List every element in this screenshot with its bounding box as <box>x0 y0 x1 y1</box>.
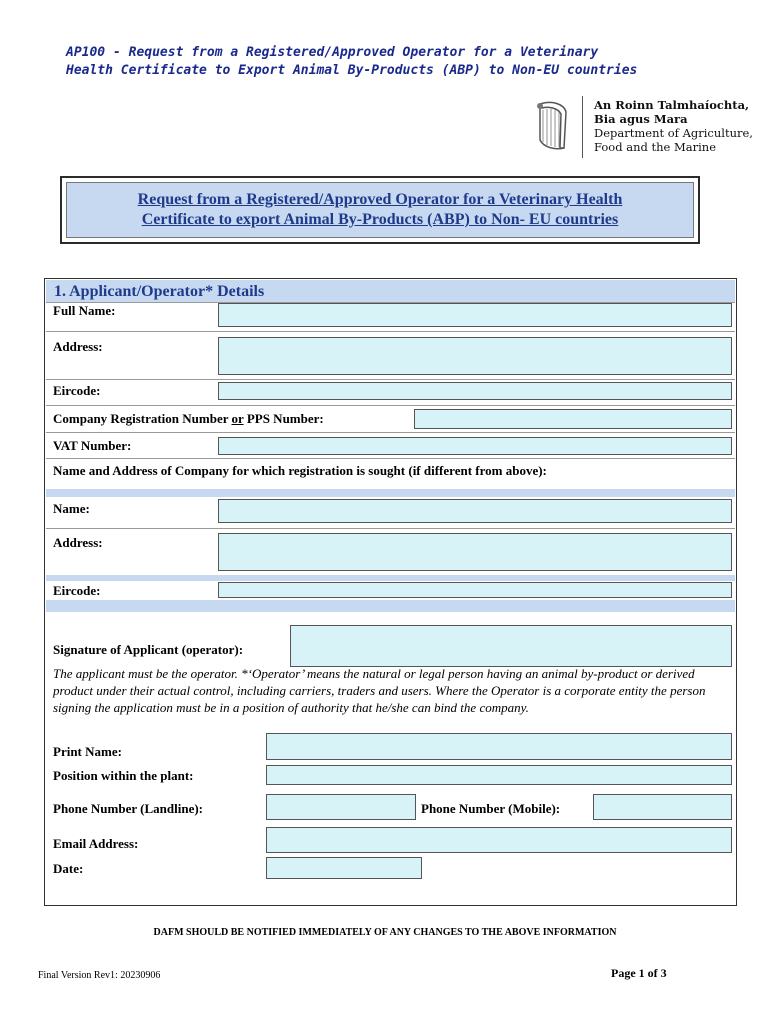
document-title <box>66 44 706 80</box>
form-banner <box>60 176 700 244</box>
version-footer: Final Version Rev1: 20230906 <box>38 970 161 981</box>
page-number: Page 1 of 3 <box>611 966 667 980</box>
separator-bar <box>46 489 735 497</box>
logo-divider <box>582 96 583 158</box>
company-eircode-label: Eircode: <box>53 583 101 598</box>
applicant-details-section <box>44 278 737 906</box>
change-notice: DAFM SHOULD BE NOTIFIED IMMEDIATELY OF ANY CHANGES TO THE ABOVE INFORMATION <box>153 927 617 938</box>
company-name-address-label: Name and Address of Company for which registration is sought (if different from above): <box>53 463 547 478</box>
document-title-line1: AP100 - Request from a Registered/Approved Operator for a Veterinary <box>66 45 599 60</box>
company-registration-label <box>53 411 324 427</box>
phone-landline-field[interactable] <box>266 794 416 820</box>
section-header <box>46 280 735 303</box>
section-title: 1. Applicant/Operator* Details <box>54 283 265 300</box>
position-label: Position within the plant: <box>53 768 194 783</box>
company-registration-label-pre: Company Registration Number <box>53 411 232 426</box>
signature-field[interactable] <box>290 625 732 667</box>
print-name-label: Print Name: <box>53 744 122 759</box>
form-banner-line2: Certificate to export Animal By-Products (ABP) to Non- EU countries <box>141 211 619 228</box>
email-field[interactable] <box>266 827 732 853</box>
department-name-irish-1: An Roinn Talmhaíochta, <box>594 98 750 112</box>
separator-bar <box>46 600 735 612</box>
eircode-field[interactable] <box>218 382 732 400</box>
company-eircode-field[interactable] <box>218 582 732 598</box>
vat-number-field[interactable] <box>218 437 732 455</box>
row-divider <box>46 528 735 529</box>
department-name-english-2: Food and the Marine <box>594 140 717 154</box>
department-logo <box>534 96 754 160</box>
form-banner-title <box>138 190 623 230</box>
phone-mobile-field[interactable] <box>593 794 732 820</box>
signature-label: Signature of Applicant (operator): <box>53 642 244 657</box>
print-name-field[interactable] <box>266 733 732 760</box>
document-title-line2: Health Certificate to Export Animal By-Products (ABP) to Non-EU countries <box>66 63 638 78</box>
row-divider <box>46 458 735 459</box>
department-name-irish-2: Bia agus Mara <box>594 112 688 126</box>
address-field[interactable] <box>218 337 732 375</box>
company-registration-field[interactable] <box>414 409 732 429</box>
department-name-english-1: Department of Agriculture, <box>594 126 753 140</box>
address-label: Address: <box>53 339 103 354</box>
form-banner-line1: Request from a Registered/Approved Operator for a Veterinary Health <box>137 191 623 208</box>
harp-icon <box>534 100 570 152</box>
row-divider <box>46 405 735 406</box>
company-registration-label-or: or <box>231 411 244 426</box>
phone-landline-label: Phone Number (Landline): <box>53 801 203 816</box>
eircode-label: Eircode: <box>53 383 101 398</box>
form-banner-panel <box>66 182 694 238</box>
department-name <box>594 98 753 154</box>
company-name-label: Name: <box>53 501 90 516</box>
company-address-field[interactable] <box>218 533 732 571</box>
position-field[interactable] <box>266 765 732 785</box>
vat-number-label: VAT Number: <box>53 438 132 453</box>
company-name-field[interactable] <box>218 499 732 523</box>
separator-bar <box>46 575 735 581</box>
row-divider <box>46 379 735 380</box>
phone-mobile-label: Phone Number (Mobile): <box>421 801 561 816</box>
row-divider <box>46 331 735 332</box>
date-field[interactable] <box>266 857 422 879</box>
company-address-label: Address: <box>53 535 103 550</box>
date-label: Date: <box>53 861 84 876</box>
full-name-field[interactable] <box>218 303 732 327</box>
row-divider <box>46 432 735 433</box>
operator-definition-note: The applicant must be the operator. *‘Operator’ means the natural or legal person having an animal by-product or derived product under their actual control, including carriers, traders and users. Where the Operator is a corporate entity the person signing the application must be in a position of authority that he/she can bind the company. <box>53 666 706 715</box>
full-name-label: Full Name: <box>53 303 116 318</box>
email-label: Email Address: <box>53 836 139 851</box>
company-registration-label-post: PPS Number: <box>243 411 324 426</box>
